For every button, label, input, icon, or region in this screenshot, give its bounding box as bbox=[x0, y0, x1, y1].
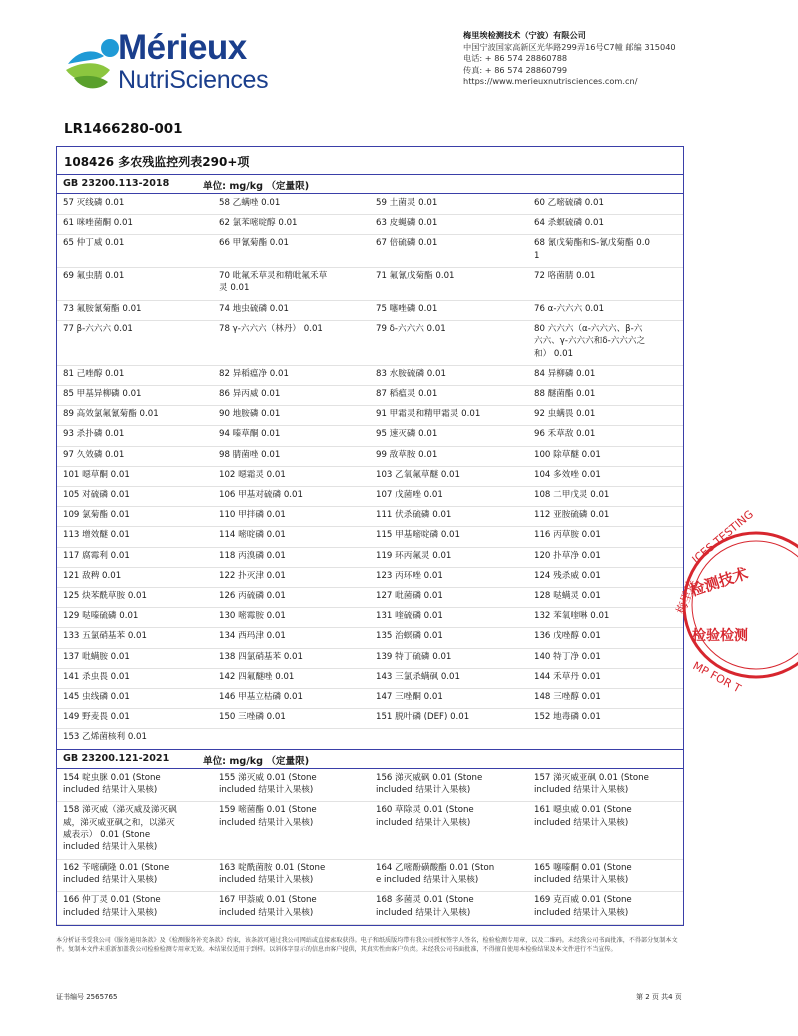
table-row bbox=[57, 547, 683, 568]
table-row bbox=[57, 708, 683, 729]
analyte-cell: 73 氟胺氰菊酯 0.01 bbox=[63, 303, 142, 314]
table-row bbox=[57, 234, 683, 268]
table-row bbox=[57, 365, 683, 386]
analyte-cell: 75 噻唑磷 0.01 bbox=[376, 303, 438, 314]
analyte-cell: 74 地虫硫磷 0.01 bbox=[219, 303, 289, 314]
table-row bbox=[57, 627, 683, 648]
table-row bbox=[57, 320, 683, 366]
table-row bbox=[57, 567, 683, 588]
analyte-cell: 106 甲基对硫磷 0.01 bbox=[219, 490, 303, 500]
analyte-cell: 167 甲萘威 0.01 (Stone included 结果计入果核) bbox=[219, 895, 317, 918]
analyte-cell: 107 戊菌唑 0.01 bbox=[376, 490, 443, 500]
table-row bbox=[57, 486, 683, 507]
analyte-cell: 92 虫螨畏 0.01 bbox=[534, 409, 596, 420]
analyte-cell: 105 对硫磷 0.01 bbox=[63, 490, 130, 500]
analyte-cell: 84 异柳磷 0.01 bbox=[534, 368, 596, 379]
analyte-cell: 82 异稻瘟净 0.01 bbox=[219, 368, 289, 379]
stamp-center-line1: 检测技术 bbox=[687, 564, 751, 600]
analyte-cell: 57 灭线磷 0.01 bbox=[63, 198, 125, 208]
analyte-cell: 131 喹硫磷 0.01 bbox=[376, 611, 443, 622]
analyte-cell: 63 皮蝇磷 0.01 bbox=[376, 218, 438, 229]
page-number: 第 2 页 共4 页 bbox=[636, 993, 682, 1001]
analyte-cell: 113 增效醚 0.01 bbox=[63, 530, 130, 541]
analyte-cell: 137 吡螨胺 0.01 bbox=[63, 651, 130, 662]
analyte-cell: 79 δ-六六六 0.01 bbox=[376, 323, 446, 334]
analyte-cell: 121 敌稗 0.01 bbox=[63, 570, 122, 581]
company-info bbox=[463, 30, 676, 88]
analyte-cell: 138 四氯硝基苯 0.01 bbox=[219, 651, 303, 662]
analyte-cell: 135 治螟磷 0.01 bbox=[376, 631, 443, 642]
analyte-cell: 64 杀螟硫磷 0.01 bbox=[534, 218, 604, 229]
analyte-cell: 164 乙嘧酚磺酸酯 0.01 (Ston e included 结果计入果核) bbox=[376, 862, 495, 885]
table-row bbox=[57, 607, 683, 628]
unit-label: 单位: mg/kg （定量限) bbox=[203, 181, 310, 192]
analyte-cell: 162 苄嘧磺隆 0.01 (Stone included 结果计入果核) bbox=[63, 862, 170, 885]
analyte-cell: 148 三唑醇 0.01 bbox=[534, 692, 601, 702]
analyte-cell: 124 残杀威 0.01 bbox=[534, 570, 601, 581]
analyte-cell: 151 脱叶磷 (DEF) 0.01 bbox=[376, 712, 470, 723]
analyte-cell: 103 乙氧氟草醚 0.01 bbox=[376, 469, 460, 480]
analyte-cell: 78 γ-六六六（林丹） 0.01 bbox=[219, 323, 323, 334]
analyte-cell: 85 甲基异柳磷 0.01 bbox=[63, 389, 142, 399]
analyte-cell: 86 异丙威 0.01 bbox=[219, 389, 281, 399]
analyte-cell: 66 甲氰菊酯 0.01 bbox=[219, 238, 289, 249]
table-row bbox=[57, 214, 683, 235]
company-address: 中国宁波国家高新区光华路299弄16号C7幢 邮编 315040 bbox=[463, 41, 676, 52]
report-number: LR1466280-001 bbox=[64, 121, 183, 137]
table-row bbox=[57, 405, 683, 426]
standard-code: GB 23200.113-2018 bbox=[63, 178, 170, 189]
results-box bbox=[56, 146, 684, 926]
analyte-cell: 97 久效磷 0.01 bbox=[63, 449, 125, 460]
analyte-cell: 98 腈菌唑 0.01 bbox=[219, 449, 281, 460]
analyte-cell: 70 吡氟禾草灵和精吡氟禾草 灵 0.01 bbox=[219, 271, 328, 294]
analyte-cell: 147 三唑酮 0.01 bbox=[376, 692, 443, 702]
analyte-cell: 90 地胺磷 0.01 bbox=[219, 409, 281, 420]
analyte-cell: 161 噁虫威 0.01 (Stone included 结果计入果核) bbox=[534, 805, 632, 828]
analyte-cell: 123 丙环唑 0.01 bbox=[376, 570, 443, 581]
analyte-cell: 141 杀虫畏 0.01 bbox=[63, 671, 130, 682]
analyte-cell: 155 涕灭威 0.01 (Stone included 结果计入果核) bbox=[219, 772, 317, 795]
analyte-cell: 96 禾草敌 0.01 bbox=[534, 429, 596, 440]
analyte-cell: 168 多菌灵 0.01 (Stone included 结果计入果核) bbox=[376, 895, 474, 918]
company-url[interactable]: https://www.merieuxnutrisciences.com.cn/ bbox=[463, 76, 638, 87]
table-row bbox=[57, 801, 683, 859]
analyte-cell: 119 环丙氟灵 0.01 bbox=[376, 550, 452, 561]
logo-text-merieux: Mérieux bbox=[118, 28, 247, 67]
table-row bbox=[57, 891, 683, 925]
table-row bbox=[57, 648, 683, 669]
analyte-cell: 136 戊唑醇 0.01 bbox=[534, 631, 601, 642]
analyte-cell: 109 氯菊酯 0.01 bbox=[63, 510, 130, 521]
analyte-cell: 157 涕灭威亚砜 0.01 (Stone included 结果计入果核) bbox=[534, 772, 649, 795]
company-name: 梅里埃检测技术（宁波）有限公司 bbox=[463, 30, 586, 40]
analyte-cell: 140 特丁净 0.01 bbox=[534, 651, 601, 662]
analyte-cell: 166 仲丁灵 0.01 (Stone included 结果计入果核) bbox=[63, 895, 161, 918]
analyte-cell: 93 杀扑磷 0.01 bbox=[63, 429, 125, 440]
table-row bbox=[57, 526, 683, 547]
table-row bbox=[57, 859, 683, 893]
analyte-cell: 76 α-六六六 0.01 bbox=[534, 303, 605, 314]
table-row bbox=[57, 300, 683, 321]
analyte-cell: 61 咪唑菌酮 0.01 bbox=[63, 218, 133, 229]
analyte-cell: 68 氰戊菊酯和S-氰戊菊酯 0.0 1 bbox=[534, 238, 650, 261]
table-row bbox=[57, 194, 683, 215]
stamp-left-vertical: 梅里埃 bbox=[673, 577, 700, 617]
analyte-cell: 104 多效唑 0.01 bbox=[534, 469, 601, 480]
table-row bbox=[57, 769, 683, 803]
analyte-cell: 126 丙硫磷 0.01 bbox=[219, 591, 286, 601]
analyte-cell: 58 乙螨唑 0.01 bbox=[219, 198, 281, 208]
stamp-inner-ring bbox=[692, 541, 798, 669]
analyte-cell: 169 克百威 0.01 (Stone included 结果计入果核) bbox=[534, 895, 632, 918]
analyte-cell: 80 六六六（α-六六六、β-六 六六、γ-六六六和δ-六六六之 和） 0.01 bbox=[534, 323, 646, 359]
analyte-cell: 62 氯苯嘧啶醇 0.01 bbox=[219, 218, 298, 229]
analyte-cell: 153 乙烯菌核利 0.01 bbox=[63, 732, 147, 743]
analyte-cell: 95 速灭磷 0.01 bbox=[376, 429, 438, 440]
table-row bbox=[57, 506, 683, 527]
analyte-cell: 150 三唑磷 0.01 bbox=[219, 712, 286, 723]
analyte-cell: 116 丙草胺 0.01 bbox=[534, 530, 601, 541]
company-tel: 电话: + 86 574 28860788 bbox=[463, 53, 568, 64]
analyte-cell: 72 咯菌腈 0.01 bbox=[534, 271, 596, 281]
analyte-cell: 149 野麦畏 0.01 bbox=[63, 712, 130, 723]
table-row bbox=[57, 385, 683, 406]
table-row bbox=[57, 728, 683, 749]
analyte-cell: 112 亚胺硫磷 0.01 bbox=[534, 510, 610, 521]
analyte-cell: 139 特丁硫磷 0.01 bbox=[376, 651, 452, 662]
stamp-center-line2: 检验检测 bbox=[692, 628, 748, 644]
certificate-number: 证书编号 2565765 bbox=[56, 993, 118, 1001]
analyte-cell: 154 啶虫脒 0.01 (Stone included 结果计入果核) bbox=[63, 772, 161, 795]
analyte-cell: 101 噁草酮 0.01 bbox=[63, 469, 130, 480]
analyte-cell: 146 甲基立枯磷 0.01 bbox=[219, 692, 303, 702]
standard-header bbox=[57, 749, 683, 769]
stamp-arc-bottom: MP FOR T bbox=[690, 659, 744, 696]
standard-code: GB 23200.121-2021 bbox=[63, 752, 170, 764]
analyte-cell: 81 己唑醇 0.01 bbox=[63, 368, 125, 379]
standard-header bbox=[57, 174, 683, 194]
analyte-cell: 163 啶酰菌胺 0.01 (Stone included 结果计入果核) bbox=[219, 862, 326, 885]
analyte-cell: 130 嘧霉胺 0.01 bbox=[219, 611, 286, 622]
analyte-cell: 102 噁霜灵 0.01 bbox=[219, 469, 286, 480]
analyte-cell: 88 醚菌酯 0.01 bbox=[534, 389, 596, 399]
stamp-arc-top: ICES TESTING bbox=[689, 507, 756, 567]
analyte-cell: 71 氟氰戊菊酯 0.01 bbox=[376, 271, 455, 281]
analyte-cell: 100 除草醚 0.01 bbox=[534, 449, 601, 460]
analyte-cell: 125 炔苯酰草胺 0.01 bbox=[63, 591, 147, 601]
analyte-cell: 114 嘧啶磷 0.01 bbox=[219, 530, 286, 541]
analyte-cell: 122 扑灭津 0.01 bbox=[219, 570, 286, 581]
table-row bbox=[57, 587, 683, 608]
logo-text-nutrisciences: NutriSciences bbox=[118, 66, 269, 94]
analyte-cell: 159 嘧菌酯 0.01 (Stone included 结果计入果核) bbox=[219, 805, 317, 828]
analyte-cell: 118 丙溴磷 0.01 bbox=[219, 550, 286, 561]
analyte-cell: 115 甲基嘧啶磷 0.01 bbox=[376, 530, 460, 541]
analyte-cell: 158 涕灭威（涕灭威及涕灭砜 威，涕灭威亚砜之和，以涕灭 威表示） 0.01 (Stone included 结果计入果核) bbox=[63, 805, 177, 853]
table-row bbox=[57, 446, 683, 467]
analyte-cell: 60 乙嘧硫磷 0.01 bbox=[534, 198, 604, 208]
analyte-cell: 117 腐霉利 0.01 bbox=[63, 550, 130, 561]
analyte-cell: 142 四氟醚唑 0.01 bbox=[219, 671, 295, 682]
disclaimer-text: 本分析证书受我公司《服务通用条款》及《检测服务补充条款》约束，该条款可通过我公司网站或直接索取获得。电子和纸质版均带有我公司授权签字人签名，检验检测专用章，以及二维码。未经我公司书面批准，不得部分复制本文件。复制本文件未重新加盖我公司检验检测专用章无效。本结果仅适用于到样。以斜体字显示的信息由客户提供，其真实性由客户负责。未经我公司书面批准，不得擅自使用本检验结果及本文件进行不当宣传。 bbox=[56, 937, 678, 953]
table-row bbox=[57, 668, 683, 689]
analyte-cell: 132 苯氧喹啉 0.01 bbox=[534, 611, 610, 622]
merieux-logo bbox=[64, 26, 269, 96]
analyte-cell: 111 伏杀硫磷 0.01 bbox=[376, 510, 452, 521]
box-title: 108426 多农残监控列表290+项 bbox=[64, 155, 250, 169]
table-row bbox=[57, 688, 683, 709]
analyte-cell: 152 地毒磷 0.01 bbox=[534, 712, 601, 723]
analyte-cell: 67 倍硫磷 0.01 bbox=[376, 238, 438, 249]
official-stamp bbox=[673, 507, 798, 696]
analyte-cell: 143 三氯杀螨砜 0.01 bbox=[376, 671, 460, 682]
analyte-cell: 91 甲霜灵和精甲霜灵 0.01 bbox=[376, 409, 481, 420]
analyte-cell: 160 草除灵 0.01 (Stone included 结果计入果核) bbox=[376, 805, 474, 828]
analyte-cell: 77 β-六六六 0.01 bbox=[63, 323, 133, 334]
analyte-cell: 129 哒嗪硫磷 0.01 bbox=[63, 611, 139, 622]
analyte-cell: 69 氟虫腈 0.01 bbox=[63, 271, 125, 281]
logo-mark-icon bbox=[64, 26, 124, 96]
analyte-cell: 110 甲拌磷 0.01 bbox=[219, 510, 286, 521]
analyte-cell: 120 扑草净 0.01 bbox=[534, 550, 601, 561]
table-row bbox=[57, 466, 683, 487]
analyte-cell: 127 吡菌磷 0.01 bbox=[376, 591, 443, 601]
analyte-cell: 87 稻瘟灵 0.01 bbox=[376, 389, 438, 399]
analyte-cell: 65 仲丁威 0.01 bbox=[63, 238, 125, 249]
analyte-cell: 134 西玛津 0.01 bbox=[219, 631, 286, 642]
table-row bbox=[57, 267, 683, 301]
analyte-cell: 108 二甲戊灵 0.01 bbox=[534, 490, 610, 500]
analyte-cell: 83 水胺硫磷 0.01 bbox=[376, 368, 446, 379]
analyte-cell: 156 涕灭威砜 0.01 (Stone included 结果计入果核) bbox=[376, 772, 483, 795]
analyte-cell: 133 五氯硝基苯 0.01 bbox=[63, 631, 147, 642]
analyte-cell: 94 嗪草酮 0.01 bbox=[219, 429, 281, 440]
analyte-cell: 144 禾草丹 0.01 bbox=[534, 671, 601, 682]
company-fax: 传真: + 86 574 28860799 bbox=[463, 64, 568, 75]
analyte-cell: 145 虫线磷 0.01 bbox=[63, 692, 130, 702]
analyte-cell: 59 土菌灵 0.01 bbox=[376, 198, 438, 208]
analyte-cell: 128 哒螨灵 0.01 bbox=[534, 591, 601, 601]
analyte-cell: 165 噻嗪酮 0.01 (Stone included 结果计入果核) bbox=[534, 862, 632, 885]
unit-label: 单位: mg/kg （定量限) bbox=[203, 755, 310, 767]
analyte-cell: 89 高效氯氟氰菊酯 0.01 bbox=[63, 409, 159, 420]
analyte-cell: 99 敌草胺 0.01 bbox=[376, 449, 438, 460]
table-row bbox=[57, 425, 683, 446]
